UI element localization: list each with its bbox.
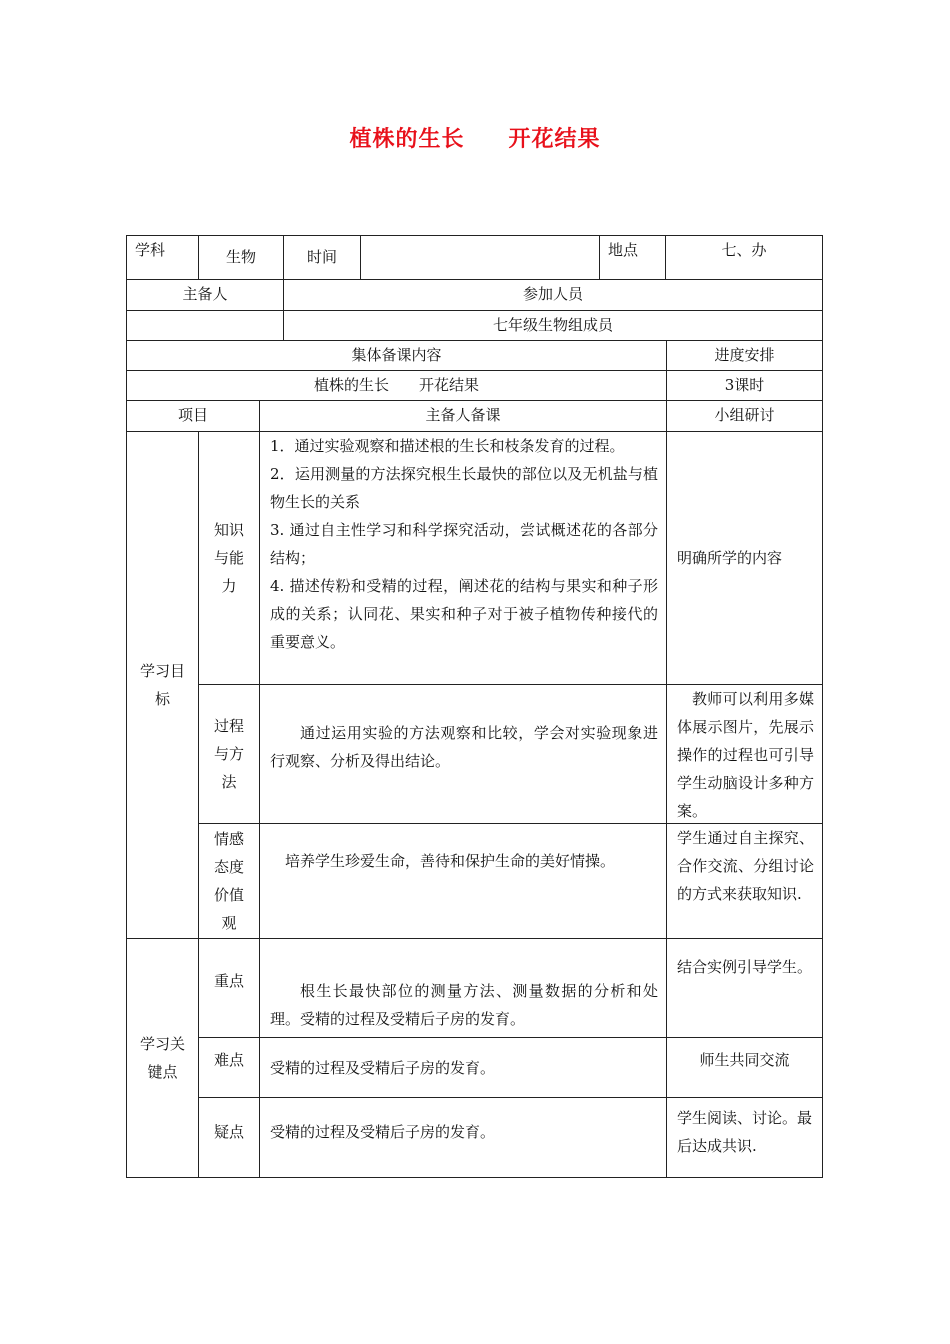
focus-note: 结合实例引导学生。 — [666, 938, 823, 1038]
difficulty-label: 难点 — [198, 1037, 260, 1098]
participants-value: 七年级生物组成员 — [283, 310, 823, 341]
difficulty-content: 受精的过程及受精后子房的发育。 — [259, 1037, 667, 1098]
title-part-1: 植株的生长 — [349, 127, 465, 152]
knowledge-item-4: 4. 描述传粉和受精的过程，阐述花的结构与果实和种子形成的关系；认同花、果实和种子对于被子植物传种接代的重要意义。 — [270, 577, 658, 651]
focus-content: 根生长最快部位的测量方法、测量数据的分析和处理。受精的过程及受精后子房的发育。 — [259, 938, 667, 1038]
content-hours: 3课时 — [666, 370, 823, 401]
difficulty-note: 师生共同交流 — [666, 1037, 823, 1098]
subject-value: 生物 — [198, 235, 284, 280]
doubt-note: 学生阅读、讨论。最后达成共识. — [666, 1097, 823, 1178]
focus-label: 重点 — [198, 938, 260, 1038]
title-part-2: 开花结果 — [508, 127, 601, 152]
column-main: 主备人备课 — [259, 400, 667, 432]
place-label: 地点 — [599, 235, 666, 280]
column-group: 小组研讨 — [666, 400, 823, 432]
knowledge-item-2: 2．运用测量的方法探究根生长最快的部位以及无机盐与植物生长的关系 — [270, 465, 658, 511]
lead-value — [126, 310, 284, 341]
content-label: 集体备课内容 — [126, 340, 667, 371]
process-content: 通过运用实验的方法观察和比较，学会对实验现象进行观察、分析及得出结论。 — [259, 684, 667, 824]
column-item: 项目 — [126, 400, 260, 432]
knowledge-item-3: 3. 通过自主性学习和科学探究活动，尝试概述花的各部分结构； — [270, 521, 658, 567]
knowledge-label: 知识与能力 — [198, 431, 260, 685]
knowledge-content — [259, 431, 667, 685]
schedule-label: 进度安排 — [666, 340, 823, 371]
process-label: 过程与方法 — [198, 684, 260, 824]
objectives-label: 学习目标 — [126, 431, 199, 939]
place-value: 七、办 — [665, 235, 823, 280]
time-label: 时间 — [283, 235, 361, 280]
content-topic: 植株的生长 开花结果 — [126, 370, 667, 401]
lead-label: 主备人 — [126, 279, 284, 311]
emotion-note: 学生通过自主探究、合作交流、分组讨论的方式来获取知识. — [666, 823, 823, 939]
knowledge-item-1: 1．通过实验观察和描述根的生长和枝条发育的过程。 — [270, 437, 625, 455]
time-value — [360, 235, 600, 280]
emotion-label: 情感态度价值观 — [198, 823, 260, 939]
emotion-content: 培养学生珍爱生命，善待和保护生命的美好情操。 — [259, 823, 667, 939]
subject-label: 学科 — [126, 235, 199, 280]
participants-label: 参加人员 — [283, 279, 823, 311]
page-title — [0, 122, 950, 153]
process-note: 教师可以利用多媒体展示图片，先展示操作的过程也可引导学生动脑设计多种方案。 — [666, 684, 823, 824]
doubt-content: 受精的过程及受精后子房的发育。 — [259, 1097, 667, 1178]
knowledge-note: 明确所学的内容 — [666, 431, 823, 685]
doubt-label: 疑点 — [198, 1097, 260, 1178]
keypoints-label: 学习关键点 — [126, 938, 199, 1178]
